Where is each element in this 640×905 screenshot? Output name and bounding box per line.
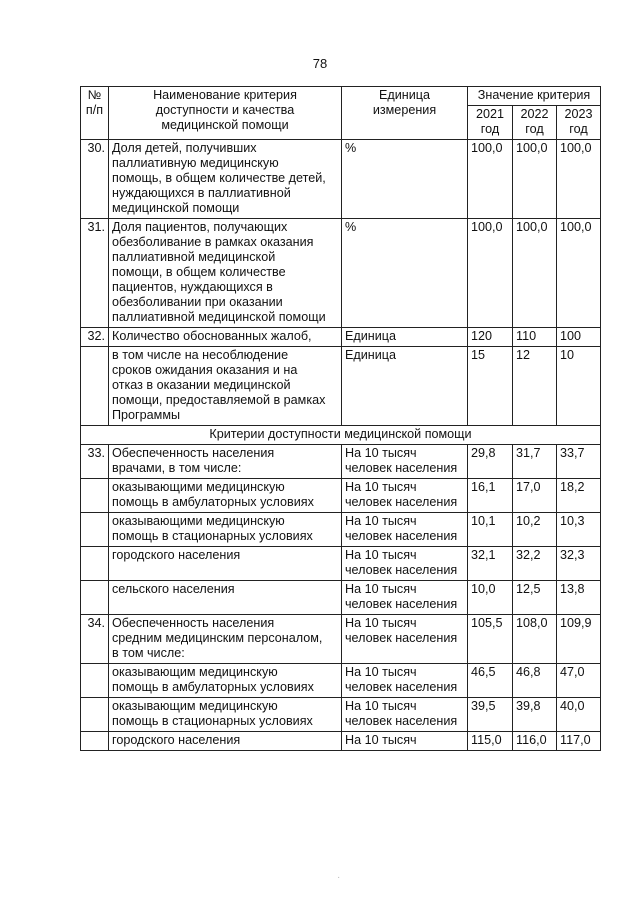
row-number bbox=[81, 513, 109, 547]
value-2023: 47,0 bbox=[557, 664, 601, 698]
value-2021: 105,5 bbox=[468, 615, 513, 664]
unit-of-measure bbox=[342, 513, 468, 547]
unit-line: На 10 тысяч bbox=[345, 446, 417, 460]
unit-line: человек населения bbox=[345, 680, 458, 694]
criterion-name bbox=[109, 445, 342, 479]
criterion-name-line: помощь в амбулаторных условиях bbox=[112, 495, 314, 509]
unit-line: На 10 тысяч bbox=[345, 514, 417, 528]
value-2023: 18,2 bbox=[557, 479, 601, 513]
table-row bbox=[81, 698, 601, 732]
criterion-name-line: помощи, предоставляемой в рамках bbox=[112, 393, 326, 407]
row-number bbox=[81, 479, 109, 513]
value-2021: 29,8 bbox=[468, 445, 513, 479]
row-number: 34. bbox=[81, 615, 109, 664]
table-row bbox=[81, 479, 601, 513]
criterion-name-line: в том числе: bbox=[112, 646, 185, 660]
criterion-name-line: паллиативной медицинской помощи bbox=[112, 310, 326, 324]
value-2021: 39,5 bbox=[468, 698, 513, 732]
table-row bbox=[81, 219, 601, 328]
unit-of-measure bbox=[342, 732, 468, 751]
unit-line: человек населения bbox=[345, 495, 458, 509]
criterion-name-line: Доля детей, получивших bbox=[112, 141, 257, 155]
criterion-name bbox=[109, 664, 342, 698]
table-row bbox=[81, 328, 601, 347]
value-2023: 13,8 bbox=[557, 581, 601, 615]
unit-line: На 10 тысяч bbox=[345, 733, 417, 747]
row-number bbox=[81, 347, 109, 426]
value-2023: 117,0 bbox=[557, 732, 601, 751]
value-2023: 100,0 bbox=[557, 140, 601, 219]
row-number: 31. bbox=[81, 219, 109, 328]
unit-of-measure bbox=[342, 445, 468, 479]
table-row bbox=[81, 615, 601, 664]
criterion-name bbox=[109, 328, 342, 347]
unit-of-measure bbox=[342, 664, 468, 698]
header-unit: Единица измерения bbox=[342, 87, 468, 140]
value-2022: 32,2 bbox=[513, 547, 557, 581]
unit-line: Единица bbox=[345, 329, 396, 343]
criterion-name-line: нуждающихся в паллиативной bbox=[112, 186, 291, 200]
table-row bbox=[81, 347, 601, 426]
criterion-name bbox=[109, 698, 342, 732]
table-row bbox=[81, 140, 601, 219]
value-2021: 15 bbox=[468, 347, 513, 426]
value-2022: 100,0 bbox=[513, 140, 557, 219]
criterion-name-line: помощи, в общем количестве bbox=[112, 265, 286, 279]
value-2021: 16,1 bbox=[468, 479, 513, 513]
value-2021: 100,0 bbox=[468, 140, 513, 219]
unit-line: человек населения bbox=[345, 529, 458, 543]
value-2023: 100 bbox=[557, 328, 601, 347]
value-2022: 108,0 bbox=[513, 615, 557, 664]
header-year-2023: 2023 год bbox=[557, 106, 601, 140]
unit-line: человек населения bbox=[345, 563, 458, 577]
value-2021: 46,5 bbox=[468, 664, 513, 698]
criterion-name-line: обезболивании при оказании bbox=[112, 295, 283, 309]
row-number: 32. bbox=[81, 328, 109, 347]
criterion-name-line: пациентов, нуждающихся в bbox=[112, 280, 273, 294]
criterion-name bbox=[109, 219, 342, 328]
unit-line: человек населения bbox=[345, 597, 458, 611]
criterion-name-line: паллиативной медицинской bbox=[112, 250, 276, 264]
criterion-name-line: Обеспеченность населения bbox=[112, 616, 275, 630]
criterion-name bbox=[109, 347, 342, 426]
value-2022: 12,5 bbox=[513, 581, 557, 615]
criterion-name bbox=[109, 615, 342, 664]
value-2023: 109,9 bbox=[557, 615, 601, 664]
table-body-quality bbox=[81, 140, 601, 426]
criterion-name-line: обезболивание в рамках оказания bbox=[112, 235, 314, 249]
value-2021: 115,0 bbox=[468, 732, 513, 751]
criterion-name-line: городского населения bbox=[112, 733, 241, 747]
value-2022: 110 bbox=[513, 328, 557, 347]
row-number: 33. bbox=[81, 445, 109, 479]
criterion-name-line: помощь, в общем количестве детей, bbox=[112, 171, 326, 185]
criterion-name-line: средним медицинским персоналом, bbox=[112, 631, 323, 645]
table-row bbox=[81, 664, 601, 698]
table-row bbox=[81, 547, 601, 581]
criterion-name-line: Обеспеченность населения bbox=[112, 446, 275, 460]
value-2022: 12 bbox=[513, 347, 557, 426]
unit-line: Единица bbox=[345, 348, 396, 362]
table-header-row bbox=[81, 87, 601, 106]
row-number bbox=[81, 732, 109, 751]
criterion-name bbox=[109, 513, 342, 547]
criterion-name bbox=[109, 732, 342, 751]
criterion-name-line: городского населения bbox=[112, 548, 241, 562]
unit-of-measure bbox=[342, 219, 468, 328]
row-number bbox=[81, 664, 109, 698]
criterion-name-line: Доля пациентов, получающих bbox=[112, 220, 288, 234]
value-2021: 100,0 bbox=[468, 219, 513, 328]
criterion-name-line: оказывающим медицинскую bbox=[112, 699, 278, 713]
section-row bbox=[81, 426, 601, 445]
value-2021: 10,1 bbox=[468, 513, 513, 547]
value-2022: 46,8 bbox=[513, 664, 557, 698]
header-num: № п/п bbox=[81, 87, 109, 140]
section-title: Критерии доступности медицинской помощи bbox=[81, 426, 601, 445]
criterion-name bbox=[109, 581, 342, 615]
value-2023: 10,3 bbox=[557, 513, 601, 547]
table-body-section bbox=[81, 426, 601, 445]
unit-line: На 10 тысяч bbox=[345, 480, 417, 494]
criterion-name-line: помощь в стационарных условиях bbox=[112, 529, 313, 543]
criterion-name-line: врачами, в том числе: bbox=[112, 461, 242, 475]
row-number bbox=[81, 698, 109, 732]
criterion-name-line: Программы bbox=[112, 408, 181, 422]
criterion-name-line: помощь в амбулаторных условиях bbox=[112, 680, 314, 694]
criterion-name-line: оказывающими медицинскую bbox=[112, 514, 285, 528]
unit-of-measure bbox=[342, 698, 468, 732]
row-number bbox=[81, 547, 109, 581]
unit-line: На 10 тысяч bbox=[345, 582, 417, 596]
table-body-accessibility bbox=[81, 445, 601, 751]
criterion-name-line: помощь в стационарных условиях bbox=[112, 714, 313, 728]
criterion-name-line: сельского населения bbox=[112, 582, 235, 596]
header-name: Наименование критерия доступности и качества медицинской помощи bbox=[109, 87, 342, 140]
value-2022: 17,0 bbox=[513, 479, 557, 513]
value-2023: 10 bbox=[557, 347, 601, 426]
value-2021: 10,0 bbox=[468, 581, 513, 615]
value-2021: 120 bbox=[468, 328, 513, 347]
value-2022: 10,2 bbox=[513, 513, 557, 547]
value-2022: 39,8 bbox=[513, 698, 557, 732]
page-number: 78 bbox=[312, 56, 328, 71]
unit-of-measure bbox=[342, 140, 468, 219]
criterion-name bbox=[109, 140, 342, 219]
criterion-name bbox=[109, 479, 342, 513]
header-year-2022: 2022 год bbox=[513, 106, 557, 140]
value-2022: 116,0 bbox=[513, 732, 557, 751]
unit-line: человек населения bbox=[345, 714, 458, 728]
table-row bbox=[81, 581, 601, 615]
unit-line: человек населения bbox=[345, 461, 458, 475]
criterion-name-line: медицинской помощи bbox=[112, 201, 240, 215]
header-year-2021: 2021 год bbox=[468, 106, 513, 140]
table-row bbox=[81, 732, 601, 751]
criterion-name bbox=[109, 547, 342, 581]
row-number: 30. bbox=[81, 140, 109, 219]
value-2023: 40,0 bbox=[557, 698, 601, 732]
criterion-name-line: сроков ожидания оказания и на bbox=[112, 363, 298, 377]
value-2023: 33,7 bbox=[557, 445, 601, 479]
row-number bbox=[81, 581, 109, 615]
header-value-group: Значение критерия bbox=[468, 87, 601, 106]
unit-line: На 10 тысяч bbox=[345, 665, 417, 679]
unit-of-measure bbox=[342, 581, 468, 615]
criterion-name-line: отказ в оказании медицинской bbox=[112, 378, 291, 392]
unit-line: На 10 тысяч bbox=[345, 616, 417, 630]
unit-of-measure bbox=[342, 615, 468, 664]
unit-of-measure bbox=[342, 328, 468, 347]
unit-of-measure bbox=[342, 547, 468, 581]
unit-line: человек населения bbox=[345, 631, 458, 645]
criterion-name-line: в том числе на несоблюдение bbox=[112, 348, 289, 362]
unit-line: На 10 тысяч bbox=[345, 548, 417, 562]
unit-line: На 10 тысяч bbox=[345, 699, 417, 713]
value-2023: 100,0 bbox=[557, 219, 601, 328]
value-2022: 100,0 bbox=[513, 219, 557, 328]
value-2021: 32,1 bbox=[468, 547, 513, 581]
unit-line: % bbox=[345, 220, 357, 234]
unit-line: % bbox=[345, 141, 357, 155]
criterion-name-line: Количество обоснованных жалоб, bbox=[112, 329, 312, 343]
table-row bbox=[81, 445, 601, 479]
criteria-table bbox=[80, 86, 601, 751]
criterion-name-line: оказывающими медицинскую bbox=[112, 480, 285, 494]
criterion-name-line: оказывающим медицинскую bbox=[112, 665, 278, 679]
table-row bbox=[81, 513, 601, 547]
unit-of-measure bbox=[342, 479, 468, 513]
scan-dot-mark: · bbox=[337, 872, 341, 883]
criterion-name-line: паллиативную медицинскую bbox=[112, 156, 279, 170]
value-2022: 31,7 bbox=[513, 445, 557, 479]
unit-of-measure bbox=[342, 347, 468, 426]
value-2023: 32,3 bbox=[557, 547, 601, 581]
